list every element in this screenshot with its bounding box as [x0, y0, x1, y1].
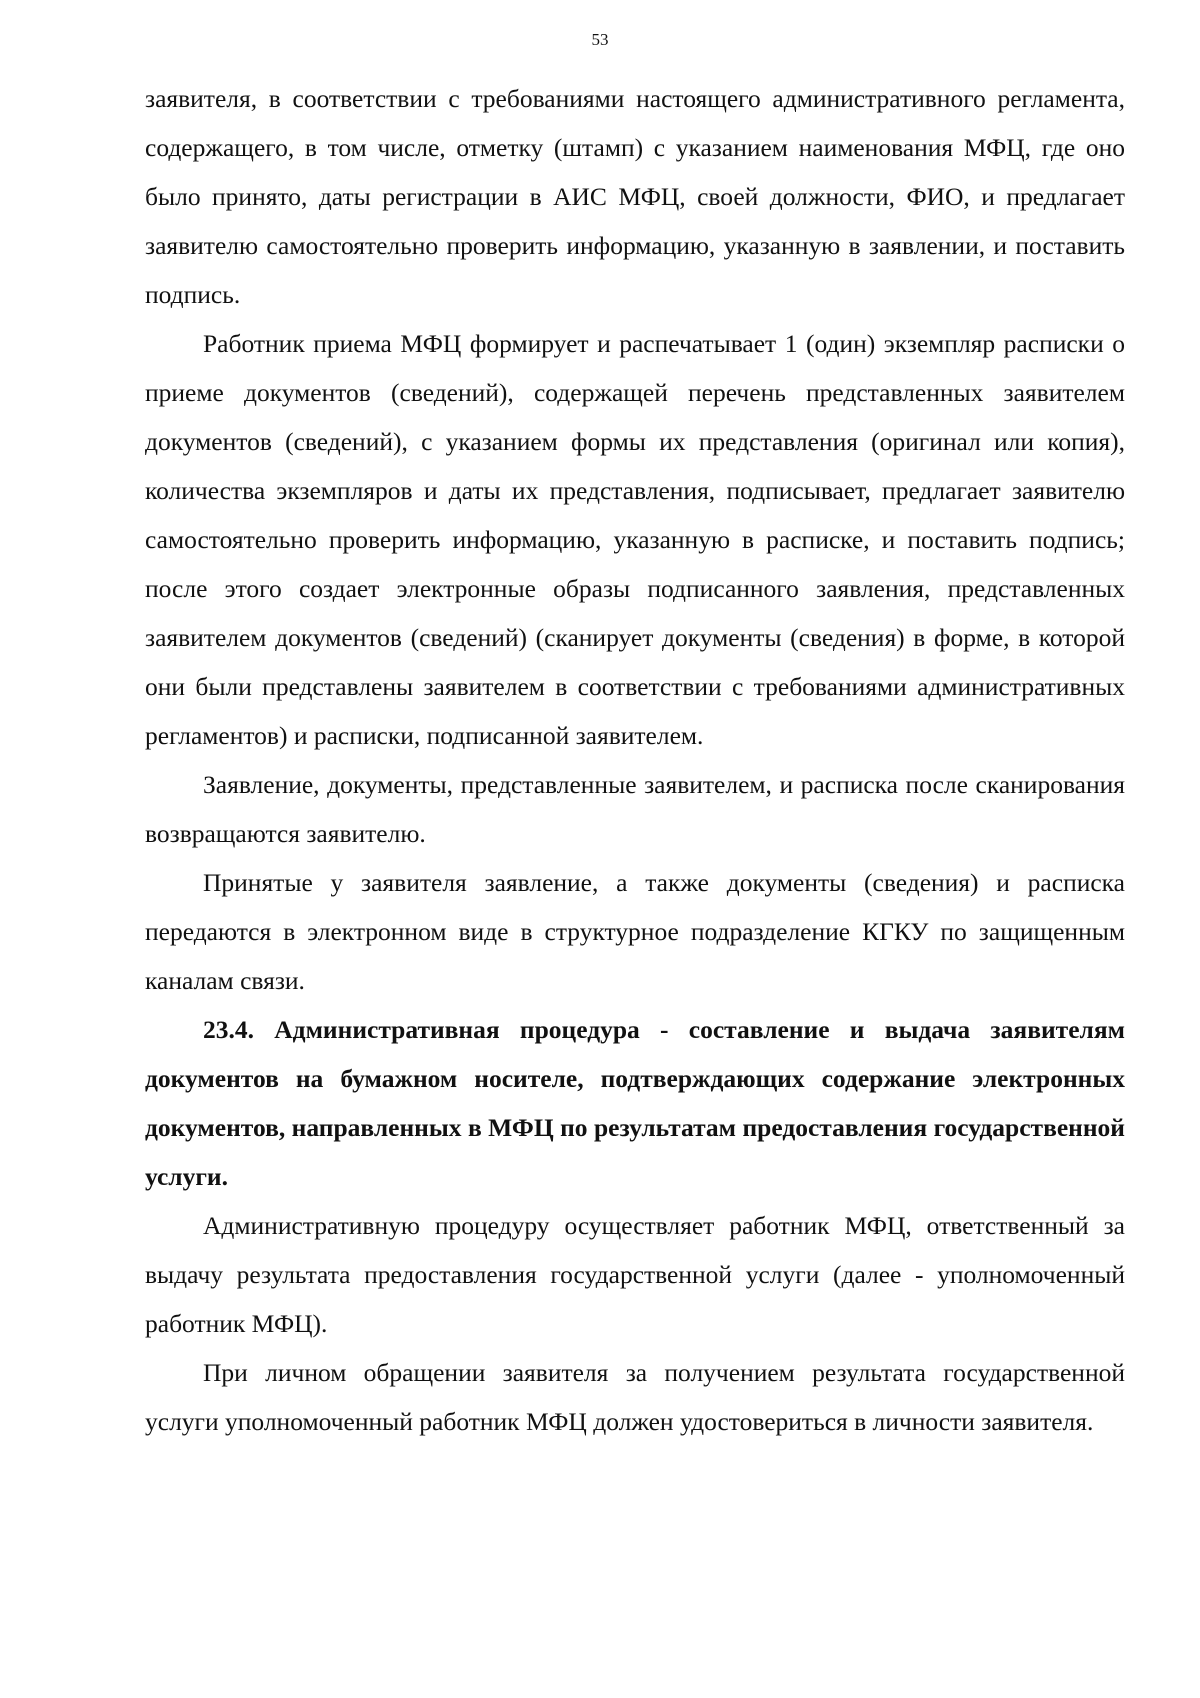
paragraph-documents-returned: Заявление, документы, представленные заявителем, и расписка после сканирования возвращаются заявителю.	[145, 770, 1125, 848]
paragraph-continuation: заявителя, в соответствии с требованиями настоящего административного регламента, содержащего, в том числе, отметку (штамп) с указанием наименования МФЦ, где оно было принято, даты регистрации в АИС МФЦ, своей должности, ФИО, и предлагает заявителю самостоятельно проверить информацию, указанную в заявлении, и поставить подпись.	[145, 84, 1125, 309]
paragraph-receipt-formation: Работник приема МФЦ формирует и распечатывает 1 (один) экземпляр расписки о приеме документов (сведений), содержащей перечень представленных заявителем документов (сведений), с указанием формы их представления (оригинал или копия), количества экземпляров и даты их представления, подписывает, предлагает заявителю самостоятельно проверить информацию, указанную в расписке, и поставить подпись; после этого создает электронные образы подписанного заявления, представленных заявителем документов (сведений) (сканирует документы (сведения) в форме, в которой они были представлены заявителем в соответствии с требованиями административных регламентов) и расписки, подписанной заявителем.	[145, 329, 1125, 750]
document-body	[145, 74, 1125, 1446]
paragraph-identity-verification: При личном обращении заявителя за получением результата государственной услуги уполномоченный работник МФЦ должен удостовериться в личности заявителя.	[145, 1358, 1125, 1436]
page-number: 53	[591, 30, 609, 49]
paragraph-procedure-performer: Административную процедуру осуществляет работник МФЦ, ответственный за выдачу результата предоставления государственной услуги (далее - уполномоченный работник МФЦ).	[145, 1211, 1125, 1338]
paragraph-electronic-transfer: Принятые у заявителя заявление, а также документы (сведения) и расписка передаются в электронном виде в структурное подразделение КГКУ по защищенным каналам связи.	[145, 868, 1125, 995]
section-heading-23-4: 23.4. Административная процедура - составление и выдача заявителям документов на бумажном носителе, подтверждающих содержание электронных документов, направленных в МФЦ по результатам предоставления государственной услуги.	[145, 1015, 1125, 1191]
